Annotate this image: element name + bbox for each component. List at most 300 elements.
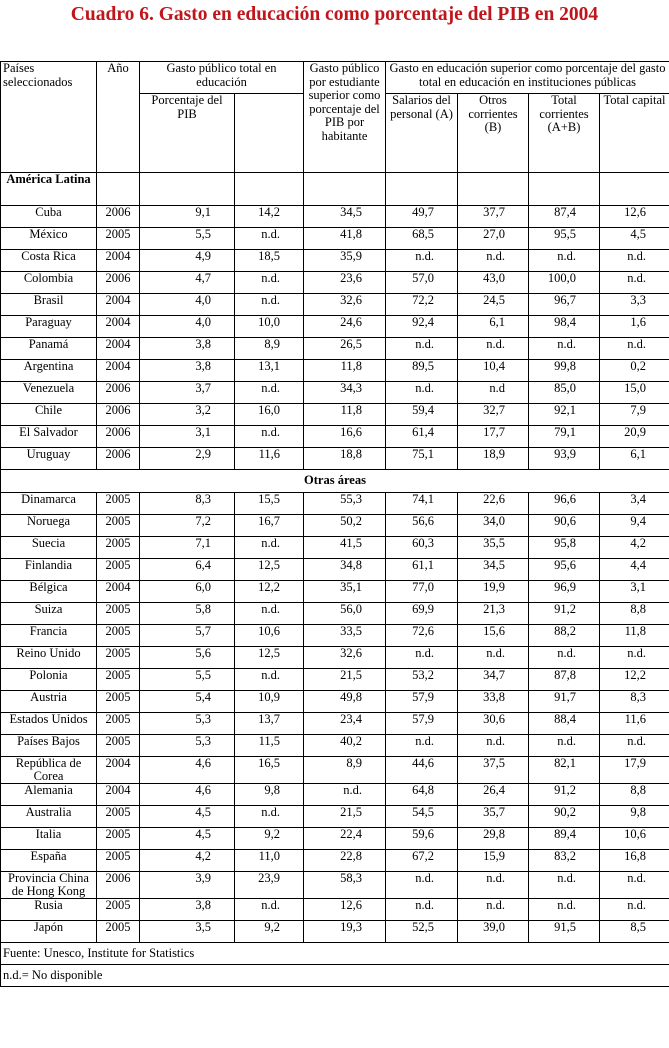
cell-pct-pib: 7,2 <box>140 515 235 537</box>
table-row <box>1 713 669 735</box>
cell-total-current: 91,2 <box>529 603 600 625</box>
table-row <box>1 426 669 448</box>
cell-salaries: 92,4 <box>386 316 458 338</box>
cell-other-current: 29,8 <box>458 828 529 850</box>
cell-per-student: 23,4 <box>304 713 386 735</box>
cell-other-current: 34,5 <box>458 559 529 581</box>
header-total-corrientes: Total corrientes (A+B) <box>529 94 600 173</box>
cell-country: Suiza <box>1 603 97 625</box>
table-row <box>1 647 669 669</box>
cell-total-current: 91,5 <box>529 921 600 943</box>
cell-salaries: 75,1 <box>386 448 458 470</box>
cell-country: Japón <box>1 921 97 943</box>
cell-year: 2005 <box>97 850 140 872</box>
cell-total-current: 79,1 <box>529 426 600 448</box>
cell-country: Uruguay <box>1 448 97 470</box>
note-fuente: Fuente: Unesco, Institute for Statistics <box>1 943 669 965</box>
cell-year: 2005 <box>97 691 140 713</box>
cell-blank-col: 9,2 <box>235 921 304 943</box>
cell-country: Polonia <box>1 669 97 691</box>
cell-per-student: 32,6 <box>304 294 386 316</box>
cell-salaries: 59,6 <box>386 828 458 850</box>
cell-per-student: 21,5 <box>304 806 386 828</box>
cell-year: 2004 <box>97 784 140 806</box>
cell-other-current: 18,9 <box>458 448 529 470</box>
table-row <box>1 691 669 713</box>
cell-per-student: 34,3 <box>304 382 386 404</box>
cell-total-capital: n.d. <box>600 338 669 360</box>
cell-total-capital: 8,3 <box>600 691 669 713</box>
table-row <box>1 537 669 559</box>
table-row <box>1 625 669 647</box>
table-row <box>1 899 669 921</box>
cell-salaries: 68,5 <box>386 228 458 250</box>
cell-country: Suecia <box>1 537 97 559</box>
cell-pct-pib: 5,5 <box>140 669 235 691</box>
cell-other-current: 34,0 <box>458 515 529 537</box>
cell-total-capital: 4,2 <box>600 537 669 559</box>
cell-total-current: 90,2 <box>529 806 600 828</box>
cell-country: Estados Unidos <box>1 713 97 735</box>
cell-pct-pib: 8,3 <box>140 493 235 515</box>
cell-total-current: 83,2 <box>529 850 600 872</box>
cell-year: 2006 <box>97 272 140 294</box>
cell-country: El Salvador <box>1 426 97 448</box>
cell-total-capital: 8,8 <box>600 603 669 625</box>
table-row <box>1 921 669 943</box>
cell-total-capital: 11,8 <box>600 625 669 647</box>
cell-total-capital: 3,4 <box>600 493 669 515</box>
cell-blank-col: 11,6 <box>235 448 304 470</box>
cell-total-current: 98,4 <box>529 316 600 338</box>
header-porcentaje-pib: Porcentaje del PIB <box>140 94 235 173</box>
cell-salaries: 69,9 <box>386 603 458 625</box>
cell-total-current: 95,8 <box>529 537 600 559</box>
cell-total-current: 95,5 <box>529 228 600 250</box>
cell-salaries: 72,6 <box>386 625 458 647</box>
cell-total-current: 88,2 <box>529 625 600 647</box>
cell-blank-col: n.d. <box>235 603 304 625</box>
cell-other-current: 37,7 <box>458 206 529 228</box>
cell-salaries: n.d. <box>386 338 458 360</box>
cell-other-current: 24,5 <box>458 294 529 316</box>
cell-pct-pib: 3,5 <box>140 921 235 943</box>
cell-year: 2005 <box>97 559 140 581</box>
cell-pct-pib: 4,0 <box>140 316 235 338</box>
cell-blank-col: 8,9 <box>235 338 304 360</box>
table-row <box>1 316 669 338</box>
cell-other-current: n.d. <box>458 872 529 899</box>
cell-total-current: 91,2 <box>529 784 600 806</box>
cell-year: 2004 <box>97 316 140 338</box>
table-row <box>1 448 669 470</box>
cell-total-current: 96,9 <box>529 581 600 603</box>
cell-country: Argentina <box>1 360 97 382</box>
cell-total-capital: 0,2 <box>600 360 669 382</box>
header-blank <box>235 94 304 173</box>
cell-pct-pib: 5,8 <box>140 603 235 625</box>
cell-other-current: 33,8 <box>458 691 529 713</box>
cell-pct-pib: 3,8 <box>140 360 235 382</box>
cell-total-capital: n.d. <box>600 872 669 899</box>
cell-salaries: 54,5 <box>386 806 458 828</box>
table-row <box>1 294 669 316</box>
cell-year: 2004 <box>97 581 140 603</box>
cell-per-student: 40,2 <box>304 735 386 757</box>
cell-pct-pib: 6,0 <box>140 581 235 603</box>
table-row <box>1 784 669 806</box>
note-row <box>1 943 669 965</box>
cell-total-current: 90,6 <box>529 515 600 537</box>
cell-year: 2005 <box>97 828 140 850</box>
cell-per-student: 33,5 <box>304 625 386 647</box>
cell-salaries: 57,0 <box>386 272 458 294</box>
cell-per-student: 35,1 <box>304 581 386 603</box>
cell-year: 2005 <box>97 625 140 647</box>
cell-other-current: n.d. <box>458 250 529 272</box>
cell-salaries: 57,9 <box>386 713 458 735</box>
cell-country: Rusia <box>1 899 97 921</box>
cell-salaries: 89,5 <box>386 360 458 382</box>
cell-blank-col: 10,0 <box>235 316 304 338</box>
cell-blank-col: 18,5 <box>235 250 304 272</box>
cell-salaries: 61,4 <box>386 426 458 448</box>
cell-total-capital: 4,4 <box>600 559 669 581</box>
cell-per-student: 18,8 <box>304 448 386 470</box>
section-row-america-latina <box>1 173 669 206</box>
cell-total-capital: n.d. <box>600 272 669 294</box>
cell-country: Reino Unido <box>1 647 97 669</box>
table-row <box>1 850 669 872</box>
cell-country: Costa Rica <box>1 250 97 272</box>
cell-blank-col: 16,0 <box>235 404 304 426</box>
cell-salaries: n.d. <box>386 899 458 921</box>
cell-other-current: 10,4 <box>458 360 529 382</box>
table-row <box>1 228 669 250</box>
cell-other-current: 32,7 <box>458 404 529 426</box>
table-row <box>1 272 669 294</box>
cell-other-current: 19,9 <box>458 581 529 603</box>
cell-pct-pib: 5,3 <box>140 713 235 735</box>
cell-pct-pib: 5,7 <box>140 625 235 647</box>
cell-per-student: 19,3 <box>304 921 386 943</box>
cell-total-current: 87,8 <box>529 669 600 691</box>
cell-total-capital: 7,9 <box>600 404 669 426</box>
cell-blank-col: 12,2 <box>235 581 304 603</box>
cell-blank-col: 10,9 <box>235 691 304 713</box>
cell-pct-pib: 4,5 <box>140 828 235 850</box>
cell-country: República de Corea <box>1 757 97 784</box>
cell-per-student: 49,8 <box>304 691 386 713</box>
cell-country: Panamá <box>1 338 97 360</box>
cell-other-current: n.d. <box>458 647 529 669</box>
cell-blank-col: 14,2 <box>235 206 304 228</box>
section-america-latina: América Latina <box>1 173 97 206</box>
table-row <box>1 206 669 228</box>
header-gasto-superior: Gasto en educación superior como porcentaje del gasto total en educación en instituciones públicas <box>386 62 669 94</box>
header-gasto-publico: Gasto público total en educación <box>140 62 304 94</box>
cell-other-current: 15,6 <box>458 625 529 647</box>
cell-per-student: 11,8 <box>304 360 386 382</box>
cell-per-student: 41,5 <box>304 537 386 559</box>
education-spending-table <box>0 61 669 987</box>
cell-per-student: 35,9 <box>304 250 386 272</box>
cell-blank-col: n.d. <box>235 426 304 448</box>
cell-country: Australia <box>1 806 97 828</box>
cell-total-capital: n.d. <box>600 899 669 921</box>
cell-other-current: 27,0 <box>458 228 529 250</box>
header-paises: Países seleccionados <box>1 62 97 173</box>
cell-total-current: 99,8 <box>529 360 600 382</box>
cell-blank-col: 11,0 <box>235 850 304 872</box>
cell-salaries: 77,0 <box>386 581 458 603</box>
cell-country: Países Bajos <box>1 735 97 757</box>
cell-total-capital: n.d. <box>600 735 669 757</box>
cell-pct-pib: 3,8 <box>140 899 235 921</box>
cell-per-student: 11,8 <box>304 404 386 426</box>
table-row <box>1 404 669 426</box>
cell-salaries: 57,9 <box>386 691 458 713</box>
cell-per-student: 32,6 <box>304 647 386 669</box>
cell-pct-pib: 3,8 <box>140 338 235 360</box>
cell-total-current: n.d. <box>529 899 600 921</box>
cell-per-student: 16,6 <box>304 426 386 448</box>
cell-total-current: 96,7 <box>529 294 600 316</box>
cell-pct-pib: 4,6 <box>140 757 235 784</box>
cell-salaries: 59,4 <box>386 404 458 426</box>
header-salarios: Salarios del personal (A) <box>386 94 458 173</box>
note-row <box>1 965 669 987</box>
table-row <box>1 382 669 404</box>
cell-year: 2006 <box>97 206 140 228</box>
cell-salaries: 49,7 <box>386 206 458 228</box>
cell-year: 2006 <box>97 382 140 404</box>
cell-country: Colombia <box>1 272 97 294</box>
cell-pct-pib: 3,2 <box>140 404 235 426</box>
cell-salaries: n.d. <box>386 735 458 757</box>
cell-pct-pib: 4,0 <box>140 294 235 316</box>
cell-year: 2005 <box>97 647 140 669</box>
cell-per-student: 58,3 <box>304 872 386 899</box>
cell-blank-col: 15,5 <box>235 493 304 515</box>
cell-salaries: 44,6 <box>386 757 458 784</box>
cell-per-student: n.d. <box>304 784 386 806</box>
cell-total-capital: n.d. <box>600 250 669 272</box>
cell-blank-col: n.d. <box>235 537 304 559</box>
cell-country: Bélgica <box>1 581 97 603</box>
table-row <box>1 559 669 581</box>
table-row <box>1 603 669 625</box>
cell-country: Austria <box>1 691 97 713</box>
cell-country: Venezuela <box>1 382 97 404</box>
cell-total-capital: n.d. <box>600 647 669 669</box>
cell-per-student: 22,8 <box>304 850 386 872</box>
cell-year: 2004 <box>97 757 140 784</box>
cell-other-current: 26,4 <box>458 784 529 806</box>
cell-country: Dinamarca <box>1 493 97 515</box>
cell-total-capital: 8,8 <box>600 784 669 806</box>
cell-per-student: 34,5 <box>304 206 386 228</box>
cell-country: Provincia China de Hong Kong <box>1 872 97 899</box>
cell-per-student: 12,6 <box>304 899 386 921</box>
cell-other-current: 39,0 <box>458 921 529 943</box>
cell-pct-pib: 3,9 <box>140 872 235 899</box>
cell-per-student: 56,0 <box>304 603 386 625</box>
cell-per-student: 22,4 <box>304 828 386 850</box>
cell-per-student: 55,3 <box>304 493 386 515</box>
table-row <box>1 872 669 899</box>
cell-total-current: 92,1 <box>529 404 600 426</box>
cell-total-current: n.d. <box>529 735 600 757</box>
cell-total-capital: 16,8 <box>600 850 669 872</box>
cell-other-current: 35,5 <box>458 537 529 559</box>
cell-total-capital: 8,5 <box>600 921 669 943</box>
cell-blank-col: n.d. <box>235 382 304 404</box>
cell-country: Chile <box>1 404 97 426</box>
cell-per-student: 23,6 <box>304 272 386 294</box>
cell-salaries: n.d. <box>386 872 458 899</box>
cell-year: 2004 <box>97 338 140 360</box>
cell-blank-col: n.d. <box>235 899 304 921</box>
cell-total-capital: 9,4 <box>600 515 669 537</box>
cell-total-capital: 9,8 <box>600 806 669 828</box>
cell-blank-col: n.d. <box>235 669 304 691</box>
cell-pct-pib: 6,4 <box>140 559 235 581</box>
cell-total-current: n.d. <box>529 872 600 899</box>
cell-blank-col: n.d. <box>235 806 304 828</box>
cell-salaries: 61,1 <box>386 559 458 581</box>
cell-pct-pib: 5,6 <box>140 647 235 669</box>
cell-total-capital: 1,6 <box>600 316 669 338</box>
cell-pct-pib: 4,9 <box>140 250 235 272</box>
cell-total-capital: 11,6 <box>600 713 669 735</box>
cell-other-current: 34,7 <box>458 669 529 691</box>
cell-pct-pib: 5,4 <box>140 691 235 713</box>
cell-year: 2005 <box>97 806 140 828</box>
cell-blank-col: 13,7 <box>235 713 304 735</box>
cell-country: Paraguay <box>1 316 97 338</box>
cell-salaries: n.d. <box>386 382 458 404</box>
cell-year: 2006 <box>97 448 140 470</box>
section-otras-areas: Otras áreas <box>1 470 669 493</box>
cell-per-student: 21,5 <box>304 669 386 691</box>
cell-other-current: 35,7 <box>458 806 529 828</box>
cell-pct-pib: 4,6 <box>140 784 235 806</box>
cell-other-current: 6,1 <box>458 316 529 338</box>
cell-pct-pib: 5,3 <box>140 735 235 757</box>
cell-total-current: 82,1 <box>529 757 600 784</box>
cell-pct-pib: 4,7 <box>140 272 235 294</box>
table-row <box>1 806 669 828</box>
cell-salaries: n.d. <box>386 647 458 669</box>
cell-other-current: n.d. <box>458 899 529 921</box>
cell-year: 2005 <box>97 493 140 515</box>
cell-country: Italia <box>1 828 97 850</box>
cell-year: 2006 <box>97 426 140 448</box>
cell-pct-pib: 3,7 <box>140 382 235 404</box>
header-row-1 <box>1 62 669 94</box>
cell-pct-pib: 2,9 <box>140 448 235 470</box>
cell-salaries: 74,1 <box>386 493 458 515</box>
cell-country: Francia <box>1 625 97 647</box>
table-title: Cuadro 6. Gasto en educación como porcentaje del PIB en 2004 <box>70 4 599 25</box>
cell-salaries: 72,2 <box>386 294 458 316</box>
cell-total-current: 88,4 <box>529 713 600 735</box>
table-row <box>1 828 669 850</box>
cell-per-student: 41,8 <box>304 228 386 250</box>
cell-total-current: 85,0 <box>529 382 600 404</box>
cell-total-capital: 10,6 <box>600 828 669 850</box>
cell-pct-pib: 7,1 <box>140 537 235 559</box>
cell-blank-col: 16,7 <box>235 515 304 537</box>
header-anio: Año <box>97 62 140 173</box>
table-row <box>1 735 669 757</box>
cell-salaries: 56,6 <box>386 515 458 537</box>
cell-blank-col: n.d. <box>235 272 304 294</box>
cell-salaries: 67,2 <box>386 850 458 872</box>
cell-year: 2006 <box>97 404 140 426</box>
cell-year: 2004 <box>97 360 140 382</box>
cell-total-capital: 15,0 <box>600 382 669 404</box>
cell-other-current: n.d. <box>458 338 529 360</box>
cell-total-current: n.d. <box>529 338 600 360</box>
cell-total-current: 100,0 <box>529 272 600 294</box>
cell-total-current: 95,6 <box>529 559 600 581</box>
cell-per-student: 26,5 <box>304 338 386 360</box>
cell-total-capital: 4,5 <box>600 228 669 250</box>
cell-total-current: 93,9 <box>529 448 600 470</box>
cell-blank-col: 9,2 <box>235 828 304 850</box>
cell-country: Cuba <box>1 206 97 228</box>
cell-total-capital: 12,6 <box>600 206 669 228</box>
cell-salaries: 60,3 <box>386 537 458 559</box>
note-nd: n.d.= No disponible <box>1 965 669 987</box>
cell-total-current: 89,4 <box>529 828 600 850</box>
cell-blank-col: 9,8 <box>235 784 304 806</box>
cell-other-current: n.d. <box>458 735 529 757</box>
cell-country: España <box>1 850 97 872</box>
cell-blank-col: 13,1 <box>235 360 304 382</box>
cell-total-current: 91,7 <box>529 691 600 713</box>
cell-total-capital: 17,9 <box>600 757 669 784</box>
header-total-capital: Total capital <box>600 94 669 173</box>
table-row <box>1 669 669 691</box>
table-row <box>1 338 669 360</box>
cell-other-current: 21,3 <box>458 603 529 625</box>
table-row <box>1 360 669 382</box>
cell-salaries: 64,8 <box>386 784 458 806</box>
cell-blank-col: n.d. <box>235 294 304 316</box>
cell-other-current: n.d <box>458 382 529 404</box>
cell-year: 2006 <box>97 872 140 899</box>
cell-salaries: n.d. <box>386 250 458 272</box>
cell-pct-pib: 3,1 <box>140 426 235 448</box>
table-row <box>1 581 669 603</box>
cell-other-current: 22,6 <box>458 493 529 515</box>
cell-blank-col: 23,9 <box>235 872 304 899</box>
table-row <box>1 493 669 515</box>
header-otros: Otros corrientes (B) <box>458 94 529 173</box>
cell-total-capital: 12,2 <box>600 669 669 691</box>
cell-total-current: n.d. <box>529 250 600 272</box>
cell-blank-col: 16,5 <box>235 757 304 784</box>
cell-blank-col: 12,5 <box>235 647 304 669</box>
cell-per-student: 50,2 <box>304 515 386 537</box>
cell-year: 2005 <box>97 669 140 691</box>
cell-per-student: 24,6 <box>304 316 386 338</box>
cell-country: Brasil <box>1 294 97 316</box>
cell-total-current: n.d. <box>529 647 600 669</box>
